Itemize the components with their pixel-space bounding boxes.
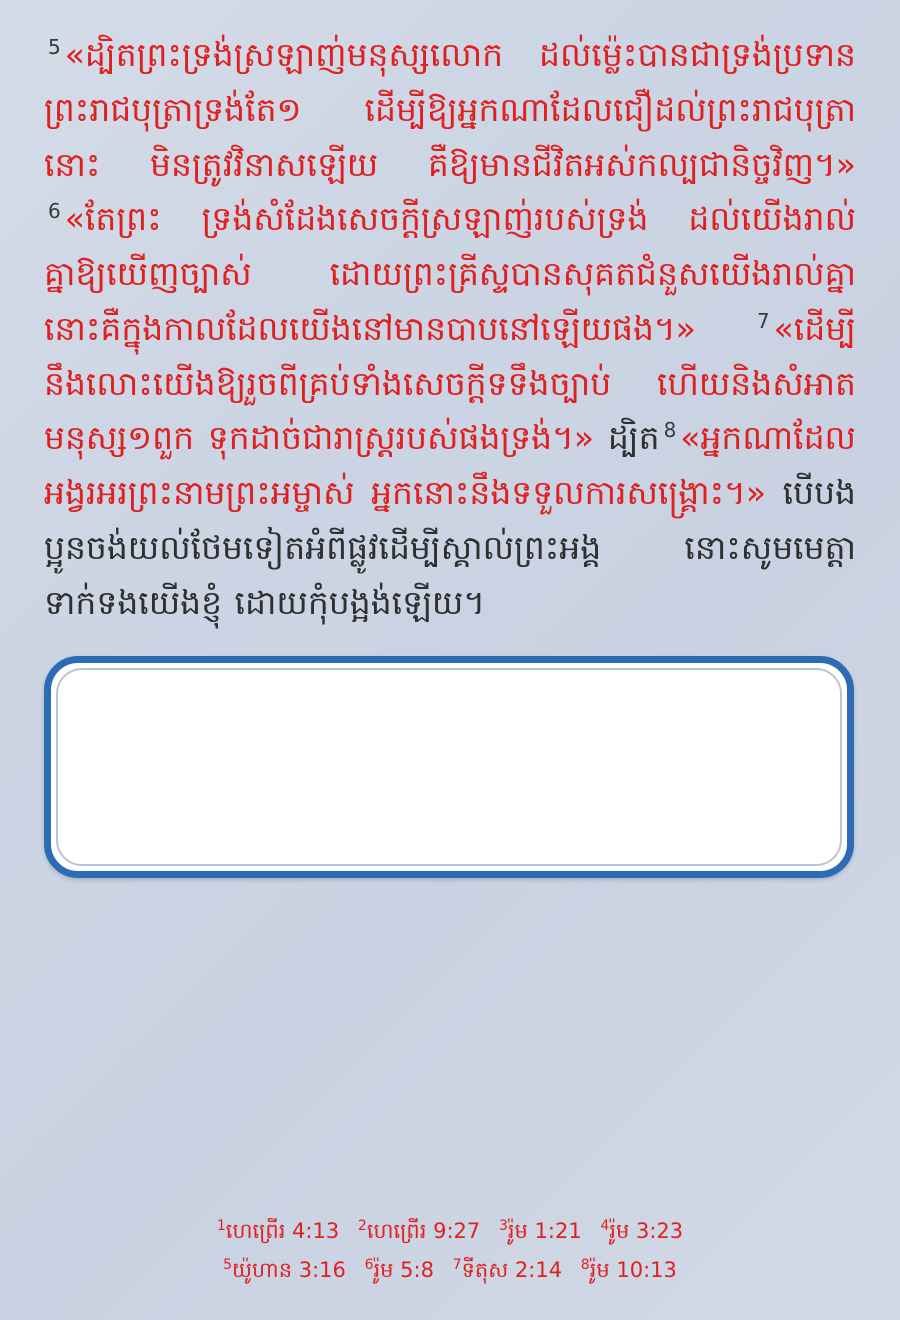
- footnote-marker: 3: [498, 1218, 508, 1235]
- footnote-item: [575, 1258, 683, 1282]
- footnote-ref: ហេព្រើរ 4:13: [225, 1219, 340, 1244]
- response-input[interactable]: [56, 668, 842, 866]
- footnote-item: [447, 1258, 568, 1282]
- verse-text-8: «អ្នកណាដែលអង្វរអរព្រះនាមព្រះអម្ចាស់ អ្នកនោះនឹងទទួលការសង្គ្រោះ។»: [44, 418, 856, 513]
- footnote-ref: ទីតុស 2:14: [461, 1258, 563, 1283]
- footnote-ref: រ៉ូម 1:21: [507, 1219, 582, 1244]
- footnote-marker: 8: [580, 1257, 590, 1274]
- footnote-marker: 2: [357, 1218, 367, 1235]
- footnotes: [0, 1212, 900, 1290]
- footnote-item: [211, 1219, 345, 1243]
- scripture-body: [44, 28, 856, 630]
- footnote-marker: 7: [452, 1257, 462, 1274]
- footnotes-line-2: [0, 1251, 900, 1290]
- footnote-marker: 6: [364, 1257, 374, 1274]
- footnote-marker: 1: [216, 1218, 226, 1235]
- footnote-marker: 4: [600, 1218, 610, 1235]
- footnote-item: [493, 1219, 588, 1243]
- verse-number-7: 7: [756, 308, 770, 333]
- footnote-ref: រ៉ូម 10:13: [589, 1258, 677, 1283]
- footnote-item: [352, 1219, 486, 1243]
- verse-number-8: 8: [663, 418, 677, 443]
- footnote-ref: រ៉ូម 5:8: [373, 1258, 434, 1283]
- footnote-ref: ហេព្រើរ 9:27: [366, 1219, 481, 1244]
- footnote-item: [359, 1258, 440, 1282]
- verse-text-6: «តែព្រះ ទ្រង់សំដែងសេចក្ដីស្រឡាញ់របស់ទ្រង់ ដល់យើងរាល់គ្នាឱ្យយើញច្បាស់ ដោយព្រះគ្រីស្ទបានសុគតជំនួសយើងរាល់គ្នា នោះគឺក្នុងកាលដែលយើងនៅមានបាបនៅឡើយផង។»: [44, 199, 856, 348]
- footnotes-line-1: [0, 1212, 900, 1251]
- verse-text-5: «ដ្បិតព្រះទ្រង់ស្រឡាញ់មនុស្សលោក ដល់ម្ល៉េះបានជាទ្រង់ប្រទានព្រះរាជបុត្រាទ្រង់តែ១ ដើម្បីឱ្យអ្នកណាដែលជឿដល់ព្រះរាជបុត្រានោះ មិនត្រូវវិនាសឡើយ គឺឱ្យមានជីវិតអស់កល្បជានិច្ចវិញ។»: [44, 35, 856, 184]
- footnote-ref: យ៉ូហាន 3:16: [232, 1258, 346, 1283]
- footnote-item: [217, 1258, 352, 1282]
- footnote-ref: រ៉ូម 3:23: [609, 1219, 684, 1244]
- verse-number-6: 6: [48, 199, 61, 224]
- footnote-item: [594, 1219, 689, 1243]
- verse-lead-in-8: ដ្បិត: [607, 418, 660, 458]
- closing-paragraph: បើបងប្អូនចង់យល់ថែមទៀតអំពីផ្លូវដើម្បីស្គាល់ព្រះអង្គ នោះសូមមេត្តាទាក់ទងយើងខ្ញុំ ដោយកុំបង្អង់ឡើយ។: [44, 473, 856, 622]
- verse-number-5: 5: [48, 35, 61, 59]
- footnote-marker: 5: [223, 1257, 233, 1274]
- verse-text-7: «ដើម្បីនឹងលោះយើងឱ្យរួចពីគ្រប់ទាំងសេចក្ដីទទឹងច្បាប់ ហើយនិងសំអាតមនុស្ស១ពួក ទុកដាច់ជារាស្ត្ររបស់ផងទ្រង់។»: [44, 308, 856, 458]
- response-input-container[interactable]: [44, 656, 854, 878]
